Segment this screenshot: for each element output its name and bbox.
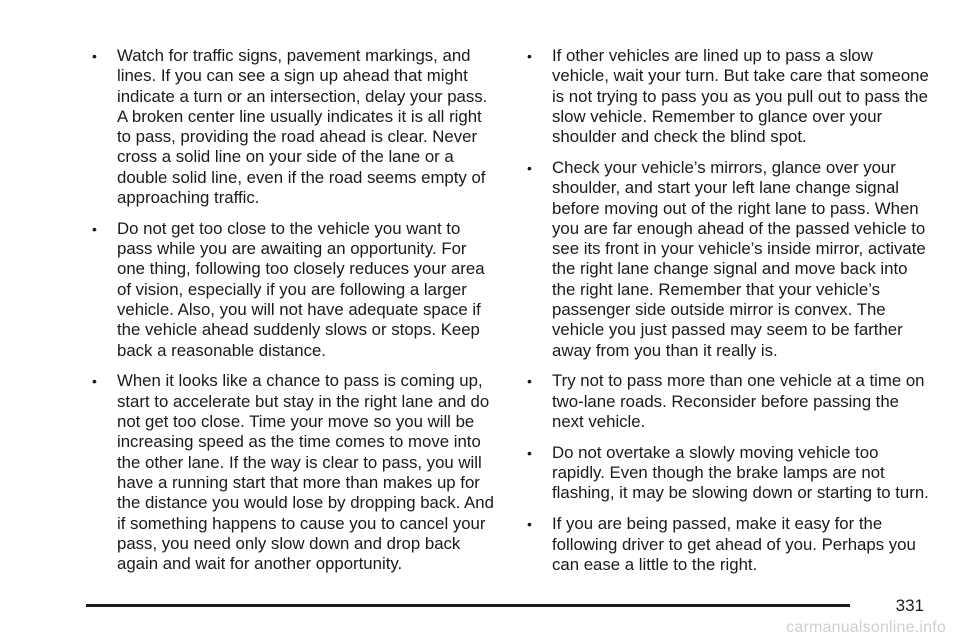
bullet-icon: • xyxy=(92,48,97,64)
bullet-text: If other vehicles are lined up to pass a slow vehicle, wait your turn. But take care that someone is not trying to pass you as you pull out to pass the slow vehicle. Remember to glance over your shoulder and check the blind spot. xyxy=(552,46,929,147)
bullet-icon: • xyxy=(92,220,97,237)
list-item xyxy=(527,158,931,361)
list-item xyxy=(527,514,931,575)
bullet-icon: • xyxy=(527,159,532,176)
list-item xyxy=(527,371,931,432)
bullet-text: If you are being passed, make it easy for the following driver to get ahead of you. Perhaps you can ease a little to the right. xyxy=(552,514,916,574)
page-number: 331 xyxy=(895,596,924,615)
right-column xyxy=(527,46,931,586)
list-item xyxy=(92,371,494,574)
bullet-icon: • xyxy=(92,373,97,390)
bullet-text: Try not to pass more than one vehicle at a time on two-lane roads. Reconsider before passing the next vehicle. xyxy=(552,371,925,432)
list-item xyxy=(92,219,494,361)
list-item xyxy=(527,46,931,147)
list-item xyxy=(92,46,494,208)
bullet-text: Watch for traffic signs, pavement markings, and lines. If you can see a sign up ahead that might indicate a turn or an intersection, delay your pass. A broken center line usually indicates it is all right to pass, providing the road ahead is clear. Never cross a solid line on your side of the lane or a double solid line, even if the road seems empty of approaching traffic. xyxy=(117,46,488,208)
list-item xyxy=(527,443,931,504)
bullet-icon: • xyxy=(527,48,532,64)
footer-divider xyxy=(86,604,850,607)
bullet-text: When it looks like a chance to pass is coming up, start to accelerate but stay in the right lane and do not get too close. Time your move so you will be increasing speed as the time comes to move into the other lane. If the way is clear to pass, you will have a running start that more than makes up for the distance you would lose by dropping back. And if something happens to cause you to cancel your pass, you need only slow down and drop back again and wait for another opportunity. xyxy=(117,371,494,574)
bullet-text: Do not overtake a slowly moving vehicle too rapidly. Even though the brake lamps are not flashing, it may be slowing down or starting to turn. xyxy=(552,442,929,503)
bullet-icon: • xyxy=(527,444,532,461)
watermark: carmanualsonline.info xyxy=(786,619,946,636)
bullet-text: Check your vehicle’s mirrors, glance over your shoulder, and start your left lane change signal before moving out of the right lane to pass. When you are far enough ahead of the passed vehicle to see its front in your vehicle’s inside mirror, activate the right lane change signal and move back into the right lane. Remember that your vehicle’s passenger side outside mirror is convex. The vehicle you just passed may seem to be farther away from you than it really is. xyxy=(552,157,926,360)
bullet-icon: • xyxy=(527,516,532,533)
left-column xyxy=(92,46,494,585)
bullet-icon: • xyxy=(527,373,532,390)
bullet-text: Do not get too close to the vehicle you want to pass while you are awaiting an opportunity. For one thing, following too closely reduces your area of vision, especially if you are following a larger vehicle. Also, you will not have adequate space if the vehicle ahead suddenly slows or stops. Keep back a reasonable distance. xyxy=(117,218,485,360)
